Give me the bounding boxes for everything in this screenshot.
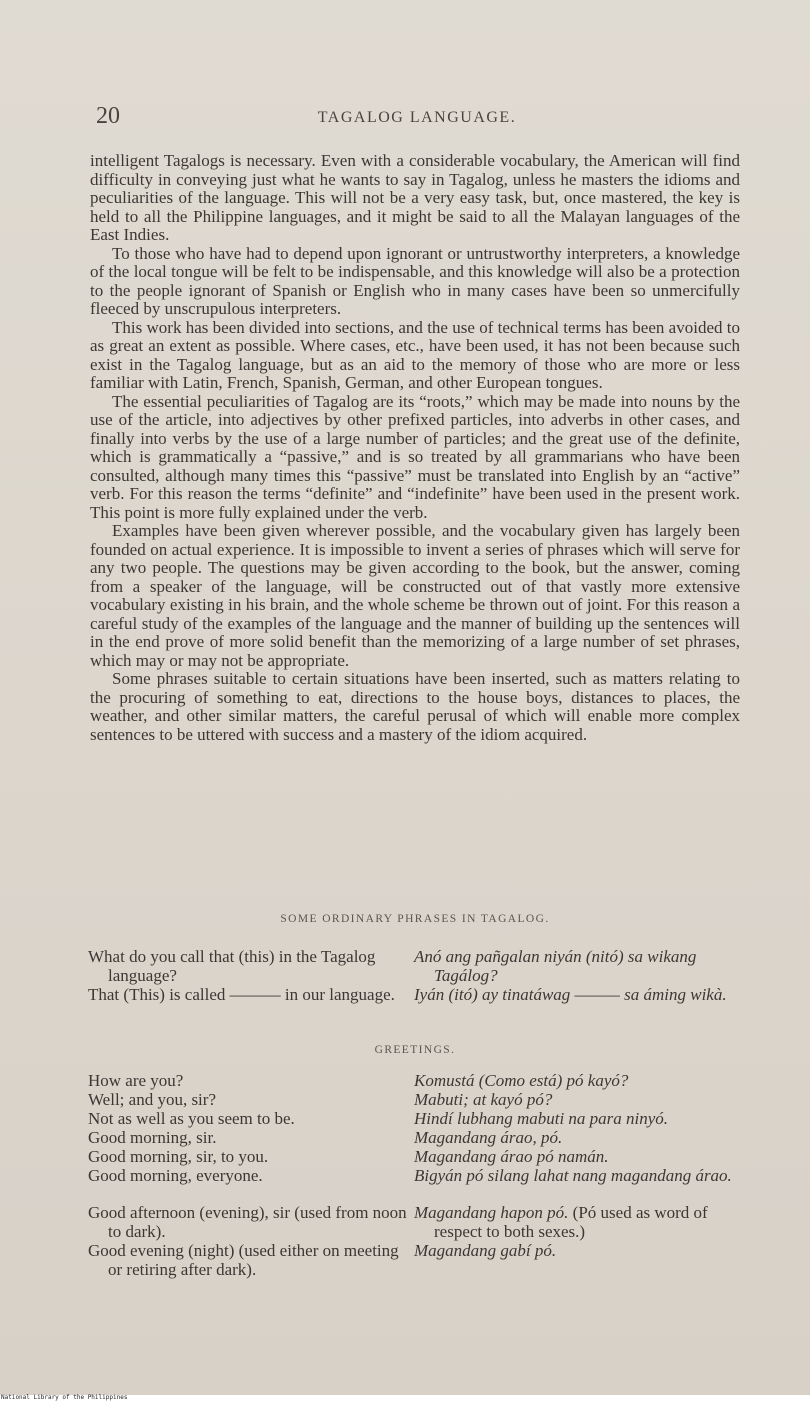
paragraph: Examples have been given wherever possible, and the vocabulary given has largely been founded on actual experience. It is impossible to invent a series of phrases which will serve for any two people. The questions may be given according to the book, but the answer, coming from a speaker of the language, will be constructed out of that vastly more extensive vocabulary existing in his brain, and the whole scheme be thrown out of joint. For this reason a careful study of the examples of the language and the manner of building up the sentences will in the end prove of more solid benefit than the memorizing of a large number of set phrases, which may or may not be appropriate. bbox=[90, 521, 740, 670]
english-phrase: What do you call that (this) in the Tagalog language? bbox=[88, 947, 376, 985]
phrase-row bbox=[88, 1071, 740, 1090]
english-phrase: Well; and you, sir? bbox=[88, 1090, 216, 1109]
tagalog-phrase: Anó ang pañgalan niyán (nitó) sa wikang Tagálog? bbox=[414, 947, 697, 985]
section-heading-phrases: SOME ORDINARY PHRASES IN TAGALOG. bbox=[280, 913, 550, 925]
greetings-table bbox=[88, 1071, 740, 1279]
paragraph: This work has been divided into sections, and the use of technical terms has been avoided to as great an extent as possible. Where cases, etc., have been used, it has not been because such exist in the Tagalog language, but as an aid to the memory of those who are more or less familiar with Latin, French, Spanish, German, and other European tongues. bbox=[90, 317, 740, 392]
english-phrase: Not as well as you seem to be. bbox=[88, 1109, 295, 1128]
paragraph: Some phrases suitable to certain situations have been inserted, such as matters relating to the procuring of something to eat, directions to the house boys, distances to places, the weather, and other similar matters, the careful perusal of which will enable more complex sentences to be uttered with success and a mastery of the idiom acquired. bbox=[90, 669, 740, 744]
tagalog-phrase: Bigyán pó silang lahat nang magandang árao. bbox=[414, 1166, 732, 1185]
english-phrase: Good afternoon (evening), sir (used from noon to dark). bbox=[88, 1203, 407, 1241]
tagalog-phrase: Mabuti; at kayó pó? bbox=[414, 1090, 553, 1109]
english-phrase: That (This) is called ——— in our language. bbox=[88, 985, 395, 1004]
tagalog-text: Magandang hapon pó. bbox=[414, 1203, 569, 1222]
phrase-row bbox=[88, 985, 740, 1004]
page-header bbox=[96, 103, 738, 135]
english-phrase: Good morning, sir, to you. bbox=[88, 1147, 269, 1166]
tagalog-phrase: Hindí lubhang mabuti na para ninyó. bbox=[414, 1109, 669, 1128]
usage-note: (Pó used as word of respect to both sexes.) bbox=[434, 1203, 708, 1241]
english-phrase: How are you? bbox=[88, 1071, 184, 1090]
phrase-row bbox=[88, 1109, 740, 1128]
tagalog-text: Magandang gabí pó. bbox=[414, 1241, 557, 1260]
library-credit: National Library of the Philippines bbox=[1, 1394, 128, 1401]
paragraph: To those who have had to depend upon ignorant or untrustworthy interpreters, a knowledge of the local tongue will be felt to be indispensable, and this knowledge will also be a protection to the people ignorant of Spanish or English who in many cases have been so unmercifully fleeced by unscrupulous interpreters. bbox=[90, 243, 740, 318]
body-text bbox=[90, 152, 740, 744]
phrase-row bbox=[88, 1147, 740, 1166]
row-gap bbox=[88, 1185, 740, 1203]
section-heading-greetings: GREETINGS. bbox=[374, 1044, 456, 1056]
english-phrase: Good morning, sir. bbox=[88, 1128, 217, 1147]
scan-footer bbox=[0, 1395, 810, 1403]
tagalog-phrase: Komustá (Como está) pó kayó? bbox=[414, 1071, 629, 1090]
phrase-row bbox=[88, 947, 740, 985]
english-phrase: Good morning, everyone. bbox=[88, 1166, 263, 1185]
phrase-row bbox=[88, 1166, 740, 1185]
phrases-table bbox=[88, 947, 740, 1004]
tagalog-phrase: Iyán (itó) ay tinatáwag ——— sa áming wikà. bbox=[414, 985, 727, 1004]
phrase-row bbox=[88, 1128, 740, 1147]
paragraph: intelligent Tagalogs is necessary. Even with a considerable vocabulary, the American will find difficulty in conveying just what he wants to say in Tagalog, unless he masters the idioms and peculiarities of the language. This will not be a very easy task, but, once mastered, the key is held to all the Philippine languages, and it might be said to all the Malayan languages of the East Indies. bbox=[90, 151, 740, 244]
tagalog-phrase bbox=[414, 1203, 740, 1241]
paragraph: The essential peculiarities of Tagalog are its “roots,” which may be made into nouns by the use of the article, into adjectives by other prefixed particles, into adverbs in other cases, and finally into verbs by the use of a large number of particles; and the great use of the definite, which is grammatically a “passive,” and is so treated by all grammarians who have been consulted, although many times this “passive” must be translated into English by an “active” verb. For this reason the terms “definite” and “indefinite” have been used in the present work. This point is more fully explained under the verb. bbox=[90, 391, 740, 522]
english-phrase: Good evening (night) (used either on meeting or retiring after dark). bbox=[88, 1241, 399, 1279]
tagalog-phrase: Magandang árao, pó. bbox=[414, 1128, 563, 1147]
page-number: 20 bbox=[96, 103, 120, 129]
phrase-row bbox=[88, 1203, 740, 1241]
phrase-row bbox=[88, 1241, 740, 1279]
running-title: TAGALOG LANGUAGE. bbox=[317, 109, 517, 126]
tagalog-phrase bbox=[414, 1241, 740, 1279]
tagalog-phrase: Magandang árao pó namán. bbox=[414, 1147, 609, 1166]
phrase-row bbox=[88, 1090, 740, 1109]
